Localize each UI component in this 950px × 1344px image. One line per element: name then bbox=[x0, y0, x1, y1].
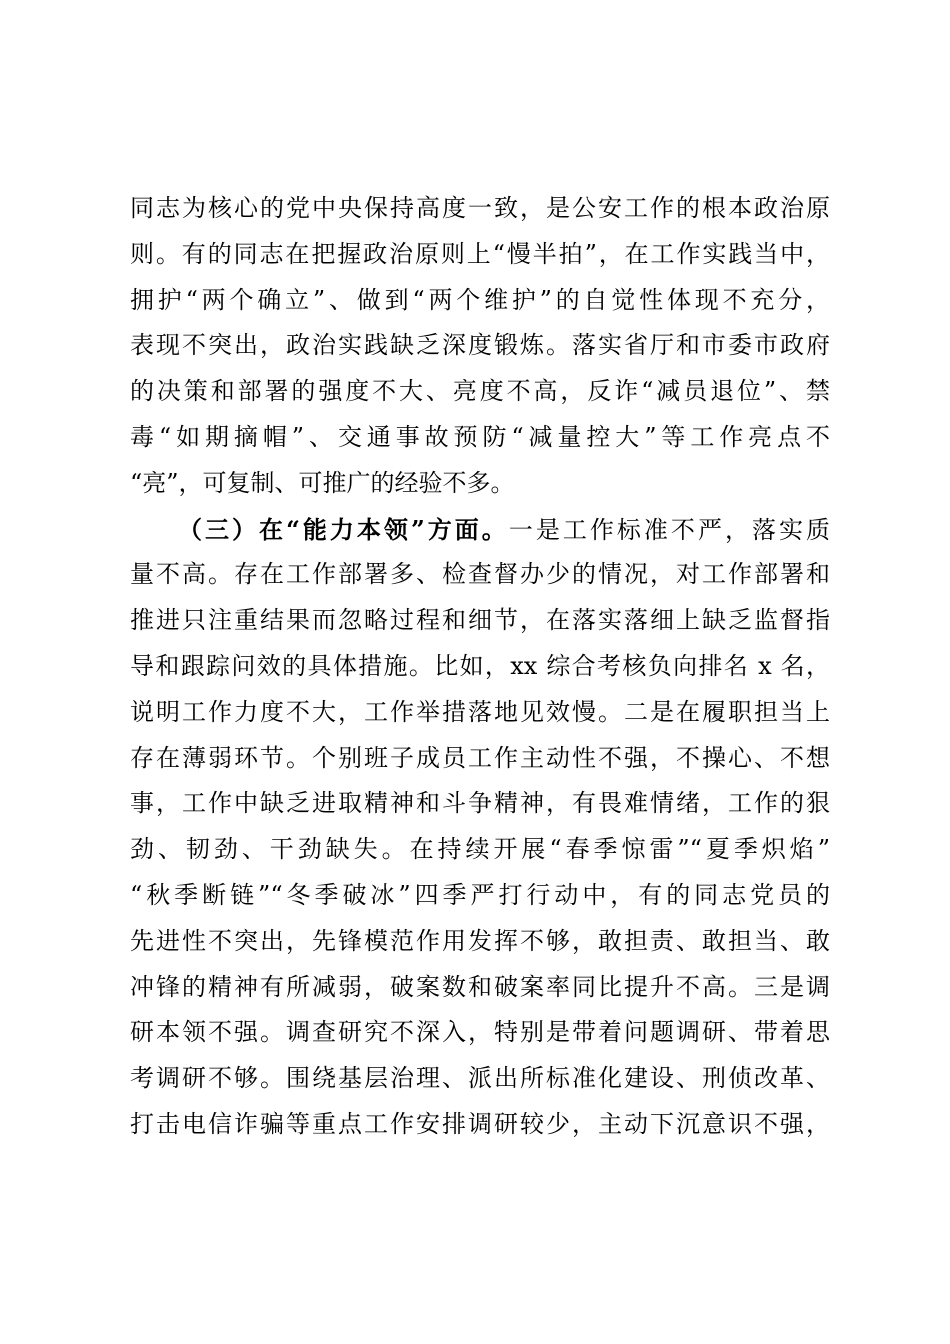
text-line: 研本领不强。调查研究不深入，特别是带着问题调研、带着思 bbox=[130, 1018, 830, 1047]
text-line: 的决策和部署的强度不大、亮度不高，反诈“减员退位”、禁 bbox=[130, 377, 830, 406]
text-line: 先进性不突出，先锋模范作用发挥不够，敢担责、敢担当、敢 bbox=[130, 926, 830, 955]
text-line-first bbox=[130, 507, 830, 553]
text-line: 表现不突出，政治实践缺乏深度锻炼。落实省厅和市委市政府 bbox=[130, 331, 830, 360]
text-line: 推进只注重结果而忽略过程和细节，在落实落细上缺乏监督指 bbox=[130, 606, 830, 635]
section-heading: （三）在“能力本领”方面。 bbox=[178, 514, 509, 544]
text-line: 打击电信诈骗等重点工作安排调研较少，主动下沉意识不强， bbox=[130, 1109, 830, 1138]
heading-line-rest: 一是工作标准不严，落实质 bbox=[508, 515, 831, 544]
text-line: 毒“如期摘帽”、交通事故预防“减量控大”等工作亮点不 bbox=[130, 422, 830, 451]
text-line: 考调研不够。围绕基层治理、派出所标准化建设、刑侦改革、 bbox=[130, 1064, 830, 1093]
text-line: 拥护“两个确立”、做到“两个维护”的自觉性体现不充分， bbox=[130, 285, 830, 314]
text-line: 说明工作力度不大，工作举措落地见效慢。二是在履职担当上 bbox=[130, 697, 830, 726]
text-line: 劲、韧劲、干劲缺失。在持续开展“春季惊雷”“夏季炽焰” bbox=[130, 835, 830, 864]
text-line: “秋季断链”“冬季破冰”四季严打行动中，有的同志党员的 bbox=[130, 880, 830, 909]
text-line: 事，工作中缺乏进取精神和斗争精神，有畏难情绪，工作的狠 bbox=[130, 789, 830, 818]
document-body bbox=[130, 186, 830, 1148]
paragraph-ability bbox=[130, 507, 830, 1148]
text-line: 量不高。存在工作部署多、检查督办少的情况，对工作部署和 bbox=[130, 560, 830, 589]
text-line: 导和跟踪问效的具体措施。比如，xx 综合考核负向排名 x 名， bbox=[130, 651, 830, 680]
text-line: 存在薄弱环节。个别班子成员工作主动性不强，不操心、不想 bbox=[130, 743, 830, 772]
text-line: 冲锋的精神有所减弱，破案数和破案率同比提升不高。三是调 bbox=[130, 972, 830, 1001]
text-line: 则。有的同志在把握政治原则上“慢半拍”，在工作实践当中， bbox=[130, 239, 830, 268]
paragraph-political-principle bbox=[130, 186, 830, 507]
text-line: 同志为核心的党中央保持高度一致，是公安工作的根本政治原 bbox=[130, 194, 830, 222]
text-line: “亮”，可复制、可推广的经验不多。 bbox=[130, 468, 515, 497]
